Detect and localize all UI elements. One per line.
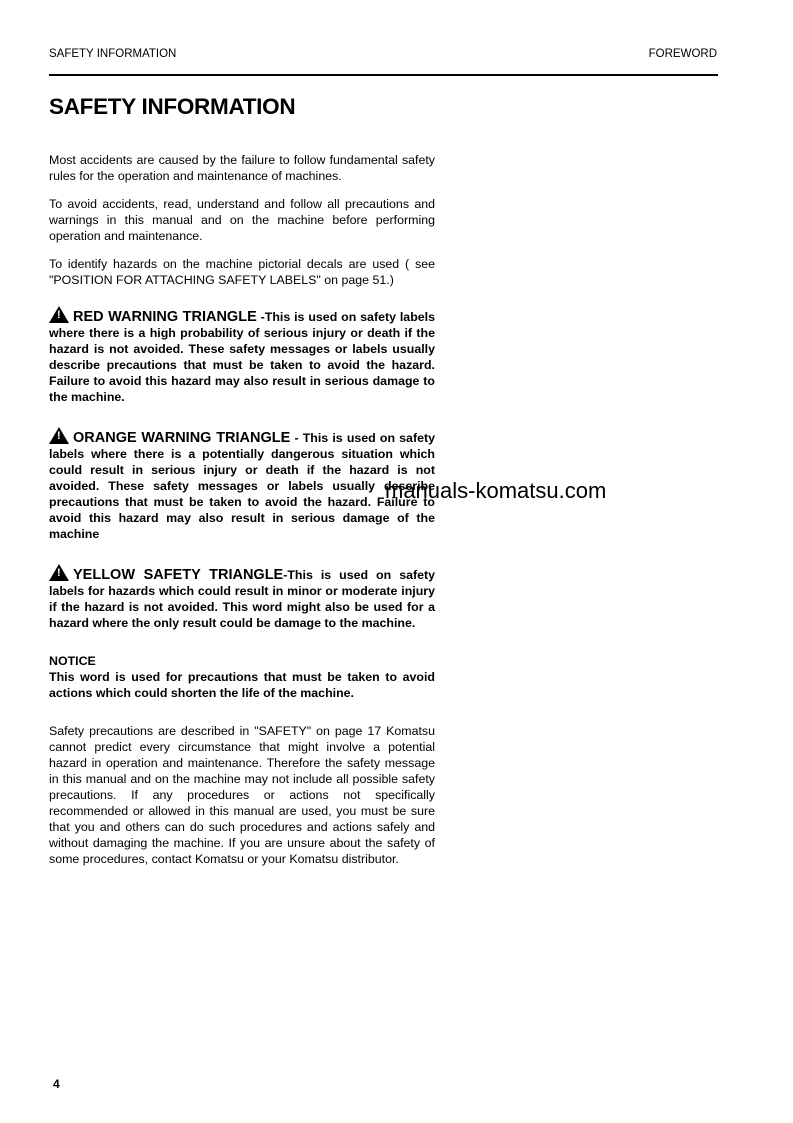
- warning-text: -This is used on safety labels for hazards which could result in minor or moderate injury if the hazard is not avoided. This word might also be used for a hazard where the only result could be damage to the machine.: [49, 568, 436, 630]
- page-number: 4: [53, 1077, 60, 1091]
- orange-warning-block: [49, 427, 435, 542]
- notice-block: [49, 653, 435, 701]
- warning-triangle-icon: [49, 564, 69, 581]
- notice-text: This word is used for precautions that must be taken to avoid actions which could shorten the life of the machine.: [49, 670, 435, 700]
- warning-text: - This is used on safety labels where there is a potentially dangerous situation which could result in serious injury or death if the hazard is not avoided. These safety messages or labels usually describe precautions that must be taken to avoid the hazard. Failure to avoid this hazard may also result in serious damage of the machine: [49, 431, 435, 541]
- warning-text: -This is used on safety labels where there is a high probability of serious injury or death if the hazard is not avoided. These safety messages or labels usually describe precautions that must be taken to avoid the hazard. Failure to avoid this hazard may also result in serious damage to the machine.: [49, 310, 435, 404]
- intro-paragraph: To identify hazards on the machine pictorial decals are used ( see "POSITION FOR ATTACHING SAFETY LABELS" on page 51.): [49, 257, 435, 287]
- intro-paragraph: To avoid accidents, read, understand and follow all precautions and warnings in this manual and on the machine before performing operation and maintenance.: [49, 197, 435, 243]
- warning-triangle-icon: [49, 306, 69, 323]
- warning-heading: YELLOW SAFETY TRIANGLE: [73, 567, 284, 583]
- closing-paragraph: Safety precautions are described in "SAFETY" on page 17 Komatsu cannot predict every circumstance that might involve a potential hazard in operation and maintenance. Therefore the safety message in this manual and on the machine may not include all possible safety precautions. If any procedures or actions not specifically recommended or allowed in this manual are used, you must be sure that you and others can do such procedures and actions safely and without damaging the machine. If you are unsure about the safety of some procedures, contact Komatsu or your Komatsu distributor.: [49, 724, 435, 866]
- page-title: SAFETY INFORMATION: [49, 94, 296, 119]
- notice-heading: NOTICE: [49, 654, 96, 668]
- running-header-section: SAFETY INFORMATION: [49, 48, 177, 60]
- watermark: manuals-komatsu.com: [385, 478, 607, 503]
- warning-heading: RED WARNING TRIANGLE: [73, 309, 257, 325]
- yellow-warning-block: [49, 564, 435, 631]
- body-column: [49, 152, 435, 867]
- running-header-chapter: FOREWORD: [648, 48, 717, 60]
- warning-heading: ORANGE WARNING TRIANGLE: [73, 430, 291, 446]
- intro-paragraph: Most accidents are caused by the failure to follow fundamental safety rules for the operation and maintenance of machines.: [49, 153, 435, 183]
- warning-triangle-icon: [49, 427, 69, 444]
- header-rule: [49, 74, 718, 76]
- red-warning-block: [49, 306, 435, 405]
